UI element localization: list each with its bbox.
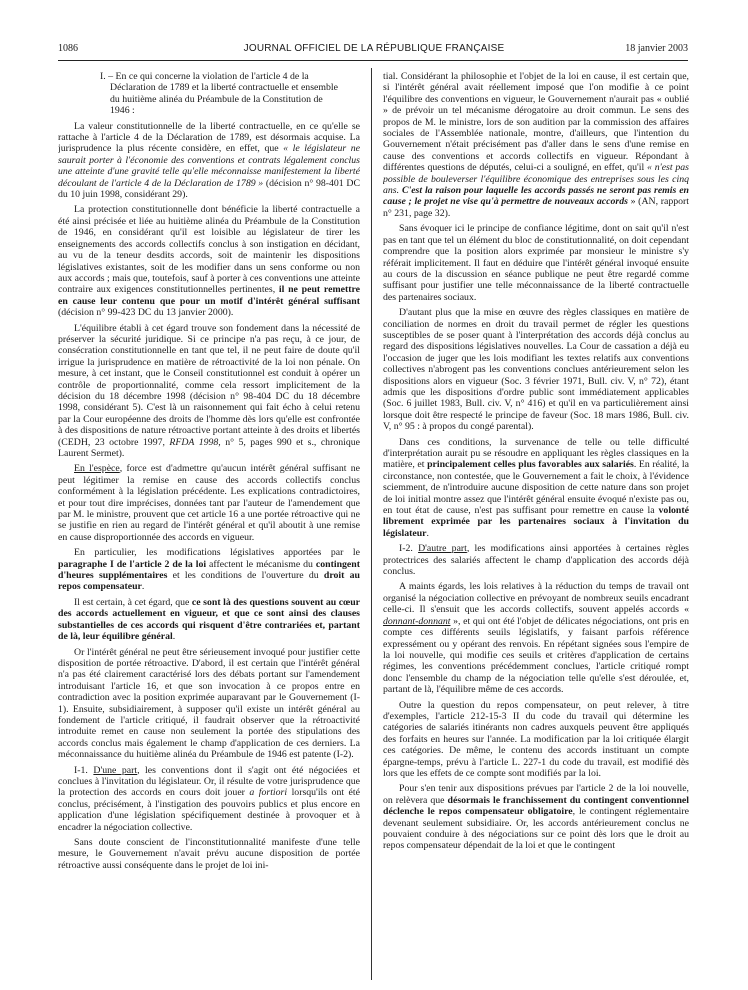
paragraph: En particulier, les modifications législatives apportées par le paragraphe I de l'article 2 de la loi affectent le mécanisme du contingent d'heures supplémentaires et les conditions de l'ouverture du droit au repos compensateur.: [58, 547, 360, 593]
paragraph: Sans doute conscient de l'inconstitutionnalité manifeste d'une telle mesure, le Gouvernement n'avait prévu aucune disposition de portée rétroactive aussi conséquente dans le projet de loi ini-: [58, 837, 360, 871]
paragraph: D'autant plus que la mise en œuvre des règles classiques en matière de conciliation de normes en droit du travail permet de régler les questions susceptibles de se poser quant à l'interprétation des accords déjà conclus au regard des dispositions législatives nouvelles. La Cour de cassation a déjà eu l'occasion de juger que les lois modifiant les textes relatifs aux conventions collectives n'abrogent pas les conventions conclues antérieurement selon les dispositions alors en vigueur (Soc. 3 février 1971, Bull. civ. V, n° 72), étant admis que les dispositions d'ordre public sont immédiatement applicables (Soc. 6 juillet 1983, Bull. civ. V, n° 416) et qu'il en va particulièrement ainsi lorsque doit être respecté le principe de faveur (Soc. 18 mars 1986, Bull. civ. V, n° 95 : à propos du congé parental).: [383, 307, 689, 433]
header-rule: [58, 60, 688, 61]
left-column: [58, 71, 360, 985]
section-heading: I. – En ce qui concerne la violation de l'article 4 de la Déclaration de 1789 et la liberté contractuelle et ensemble du huitième alinéa du Préambule de la Constitution de 1946 :: [100, 71, 338, 117]
paragraph: I-1. D'une part, les conventions dont il s'agit ont été négociées et conclues à l'invitation du législateur. Or, il résulte de votre jurisprudence que la protection des accords en cours doit jouer a fortiori lorsqu'ils ont été conclus, précisément, à l'instigation des pouvoirs publics et plus encore en application d'une législation spécifiquement destinée à provoquer et à encadrer la négociation collective.: [58, 764, 360, 833]
paragraph: tial. Considérant la philosophie et l'objet de la loi en cause, il est certain que, si l'intérêt général avait réellement imposé que l'on modifie à ce point l'équilibre des conventions en vigueur, le Gouvernement n'aurait pas « oublié » de prévoir un tel mécanisme dérogatoire au droit commun. Le sens des propos de M. le ministre, lors de son audition par la commission des affaires sociales de l'Assemblée nationale, montre, d'ailleurs, que l'intention du Gouvernement n'était précisément pas d'aller dans le sens d'une remise en cause des conventions et accords collectifs en vigueur. Répondant à différentes questions de députés, celui-ci a souligné, en effet, qu'il « n'est pas possible de bouleverser l'équilibre économique des entreprises sous les cinq ans. C'est la raison pour laquelle les accords passés ne seront pas remis en cause ; le projet ne vise qu'à permettre de nouveaux accords » (AN, rapport n° 231, page 32).: [383, 71, 689, 219]
paragraph: Il est certain, à cet égard, que ce sont là des questions souvent au cœur des accords actuellement en vigueur, et que ce sont ainsi des clauses substantielles de ces accords qui risquent d'être contrariées et, partant de là, leur équilibre général.: [58, 596, 360, 643]
paragraph: La protection constitutionnelle dont bénéficie la liberté contractuelle a été ainsi précisée et liée au huitième alinéa du Préambule de la Constitution de 1946, en considérant qu'il est loisible au législateur de tirer les enseignements des accords collectifs conclus à son instigation en décidant, au vu de la teneur desdits accords, soit de maintenir les dispositions législatives existantes, soit de les modifier dans un sens conforme ou non aux accords ; mais que, toutefois, sauf à porter à ces conventions une atteinte contraire aux exigences constitutionnelles pertinentes, il ne peut remettre en cause leur contenu que pour un motif d'intérêt général suffisant (décision n° 99-423 DC du 13 janvier 2000).: [58, 204, 360, 319]
right-column: [383, 71, 689, 985]
paragraph: La valeur constitutionnelle de la liberté contractuelle, en ce qu'elle se rattache à l'article 4 de la Déclaration de 1789, est désormais acquise. La jurisprudence la plus récente considère, en effet, que « le législateur ne saurait porter à l'économie des conventions et contrats légalement conclus une atteinte d'une gravité telle qu'elle méconnaisse manifestement la liberté découlant de l'article 4 de la Déclaration de 1789 » (décision n° 98-401 DC du 10 juin 1998, considérant 29).: [58, 120, 360, 201]
paragraph: Dans ces conditions, la survenance de telle ou telle difficulté d'interprétation aurait pu se résoudre en appliquant les règles classiques en la matière, et principalement celles plus favorables aux salariés. En réalité, la circonstance, non contestée, que le Gouvernement a fait le choix, à l'évidence sciemment, de n'introduire aucune disposition de cette nature dans son projet de loi initial montre assez que l'intérêt général ensuite évoqué n'existe pas ou, en tout état de cause, n'est pas suffisant pour remettre en cause la volonté librement exprimée par les partenaires sociaux à l'invitation du législateur.: [383, 436, 689, 539]
paragraph: Sans évoquer ici le principe de confiance légitime, dont on sait qu'il n'est pas en tant que tel un élément du bloc de constitutionnalité, on doit cependant comprendre que la position alors exprimée par monsieur le ministre s'y référait implicitement. Il faut en déduire que l'intérêt général invoqué ensuite au cours de la discussion en séance publique ne peut être regardé comme suffisant pour justifier une telle méconnaissance de la liberté contractuelle des partenaires sociaux.: [383, 223, 689, 303]
paragraph: Or l'intérêt général ne peut être sérieusement invoqué pour justifier cette disposition de portée rétroactive. D'abord, il est certain que l'intérêt général n'a pas été clairement caractérisé lors des débats portant sur l'amendement introduisant l'article 16, et que son invocation à ce propos entre en contradiction avec la position exprimée auparavant par le Gouvernement (I-1). Ensuite, subsidiairement, à supposer qu'il existe un intérêt général au fondement de l'article critiqué, il faudrait observer que la rétroactivité introduite remet en cause non seulement la portée des stipulations des accords conclus mais également le champ d'application de ces derniers. La méconnaissance du huitième alinéa du Préambule de 1946 est patente (I-2).: [58, 646, 360, 761]
paragraph: Outre la question du repos compensateur, on peut relever, à titre d'exemples, l'article 212-15-3 II du code du travail qui détermine les catégories de salariés itinérants non cadres auxquels peuvent être appliqués des forfaits en heures sur l'année. La modification par la loi critiquée élargit ces catégories. De même, le contenu des accords instituant un compte épargne-temps, prévu à l'article L. 227-1 du code du travail, est modifié dès lors que les effets de ce compte sont modifiés par la loi.: [383, 699, 689, 779]
journal-title: JOURNAL OFFICIEL DE LA RÉPUBLIQUE FRANÇAISE: [243, 43, 505, 54]
paragraph: L'équilibre établi à cet égard trouve son fondement dans la nécessité de préserver la sécurité juridique. Si ce principe n'a pas reçu, à ce jour, de consécration constitutionnelle en tant que tel, il ne peut faire de doute qu'il irrigue la jurisprudence en matière de rétroactivité de la loi non pénale. On mesure, à cet instant, que le Conseil constitutionnel est conduit à opérer un contrôle de proportionnalité, comme cela ressort implicitement de la décision du 18 décembre 1998 (décision n° 98-404 DC du 18 décembre 1998, considérant 5). C'est là un raisonnement qui fait écho à celui retenu par la Cour européenne des droits de l'homme dès lors qu'elle est confrontée à des dispositions de nature rétroactive portant atteinte à des droits et libertés (CEDH, 23 octobre 1997, RFDA 1998, n° 5, pages 990 et s., chronique Laurent Sermet).: [58, 322, 360, 459]
paragraph: I-2. D'autre part, les modifications ainsi apportées à certaines règles protectrices des salariés affectent le champ d'application des accords déjà conclus.: [383, 543, 689, 578]
paragraph: En l'espèce, force est d'admettre qu'aucun intérêt général suffisant ne peut légitimer la remise en cause des accords collectifs conclus conformément à la législation précédente. Les explications contradictoires, et pour tout dire imprécises, données tant par l'auteur de l'amendement que par M. le ministre, prouvent que cet article 16 a une portée rétroactive qui ne se justifie en rien au regard de l'intérêt général et qu'il aboutit à une remise en cause disproportionnée des accords en vigueur.: [58, 463, 360, 543]
column-divider: [371, 68, 372, 980]
issue-date: 18 janvier 2003: [625, 43, 688, 54]
paragraph: Pour s'en tenir aux dispositions prévues par l'article 2 de la loi nouvelle, on relèvera que désormais le franchissement du contingent conventionnel déclenche le repos compensateur obligatoire, le contingent réglementaire devenant seulement subsidiaire. Or, les accords antérieurement conclus ne pouvaient conduire à des négociations sur ce point dès lors que le droit au repos compensateur dépendait de la loi et que le contingent: [383, 783, 689, 852]
paragraph: A maints égards, les lois relatives à la réduction du temps de travail ont organisé la négociation collective en prévoyant de nombreux seuils encadrant celle-ci. Il s'ensuit que les accords collectifs, souvent appelés accords « donnant-donnant », et qui ont été l'objet de délicates négociations, ont pris en compte ces différents seuils législatifs, y faisant parfois référence expressément ou y opérant des renvois. En répétant signées sous l'empire de la loi nouvelle, qui modifie ces seuils et critères d'application de certains régimes, les conventions précédemment conclues, l'article critiqué rompt donc l'ensemble du champ de la négociation telle qu'elle s'est déroulée, et, partant de là, l'équilibre même de ces accords.: [383, 581, 689, 696]
page-number: 1086: [58, 43, 78, 54]
